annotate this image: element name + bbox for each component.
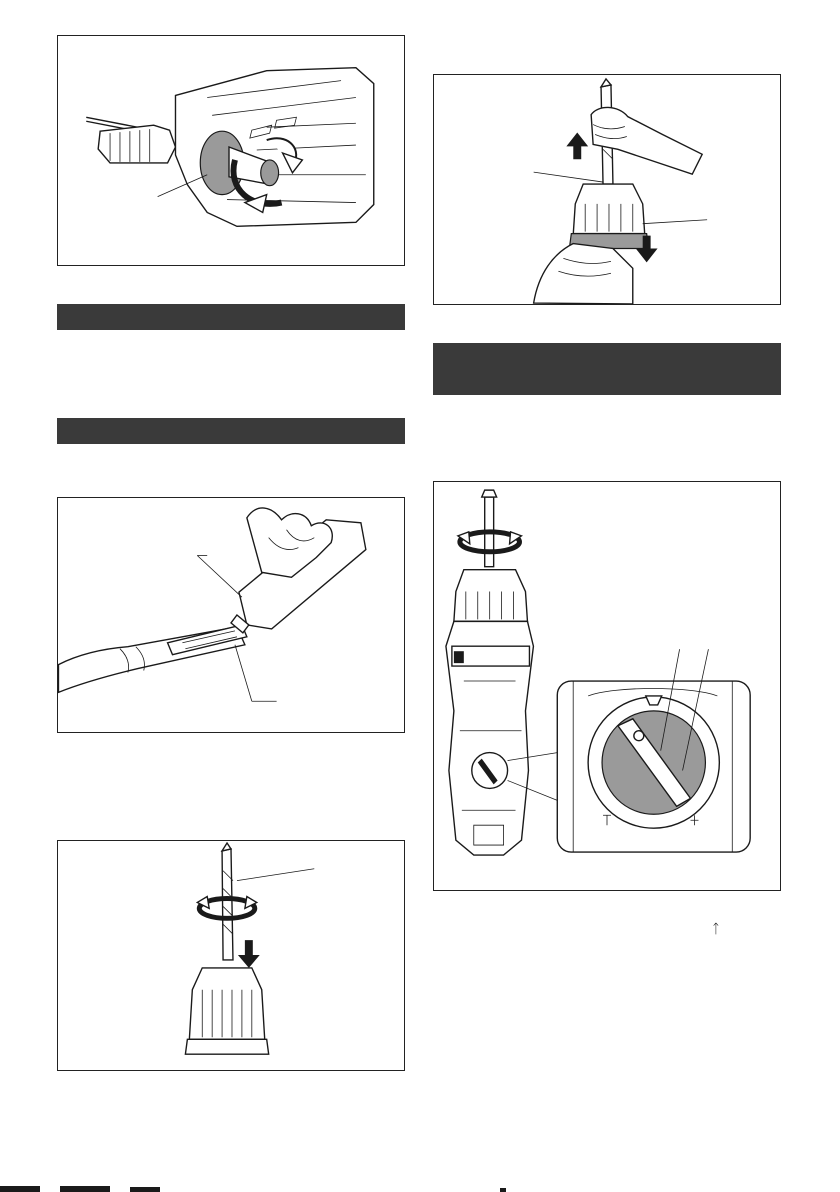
bit-tip — [222, 843, 231, 851]
figure-remove-bit — [433, 74, 781, 305]
chisel-tip — [482, 490, 497, 497]
edge-mark — [60, 1186, 110, 1192]
down-arrow-icon — [238, 940, 260, 968]
bit-removal-illustration — [434, 75, 780, 304]
leader-line — [643, 220, 707, 224]
bit-insertion-illustration — [58, 841, 404, 1070]
lock-mark — [634, 731, 644, 741]
grease-application-illustration — [58, 498, 404, 732]
section-heading-bar — [433, 343, 781, 395]
rotary-hammer-side-handle-illustration — [58, 36, 404, 265]
hammer-symbol-glyph: ᛏ — [712, 921, 720, 936]
chuck-icon — [454, 570, 528, 622]
figure-grease-shank — [57, 497, 405, 733]
figure-action-mode — [433, 481, 781, 891]
chuck-icon — [189, 968, 264, 1039]
up-arrow-icon — [566, 132, 588, 159]
edge-mark — [0, 1186, 40, 1192]
hand-lower-icon — [534, 244, 633, 304]
page-bottom-edge — [0, 1184, 840, 1192]
leader-line — [197, 556, 242, 598]
figure-insert-bit — [57, 840, 405, 1071]
leader-line — [534, 172, 603, 182]
edge-mark — [130, 1187, 160, 1192]
chuck-collar — [185, 1039, 268, 1054]
edge-mark — [500, 1188, 506, 1192]
action-mode-selector-illustration — [434, 482, 780, 890]
bit-tip — [601, 79, 611, 87]
leader-line — [235, 645, 252, 702]
section-heading-bar — [57, 304, 405, 330]
figure-side-handle — [57, 35, 405, 266]
handle-clamp — [454, 651, 464, 663]
drill-bit-icon — [222, 849, 233, 960]
section-heading-bar — [57, 418, 405, 444]
side-handle-knob — [261, 160, 279, 186]
leader-line — [237, 869, 314, 881]
